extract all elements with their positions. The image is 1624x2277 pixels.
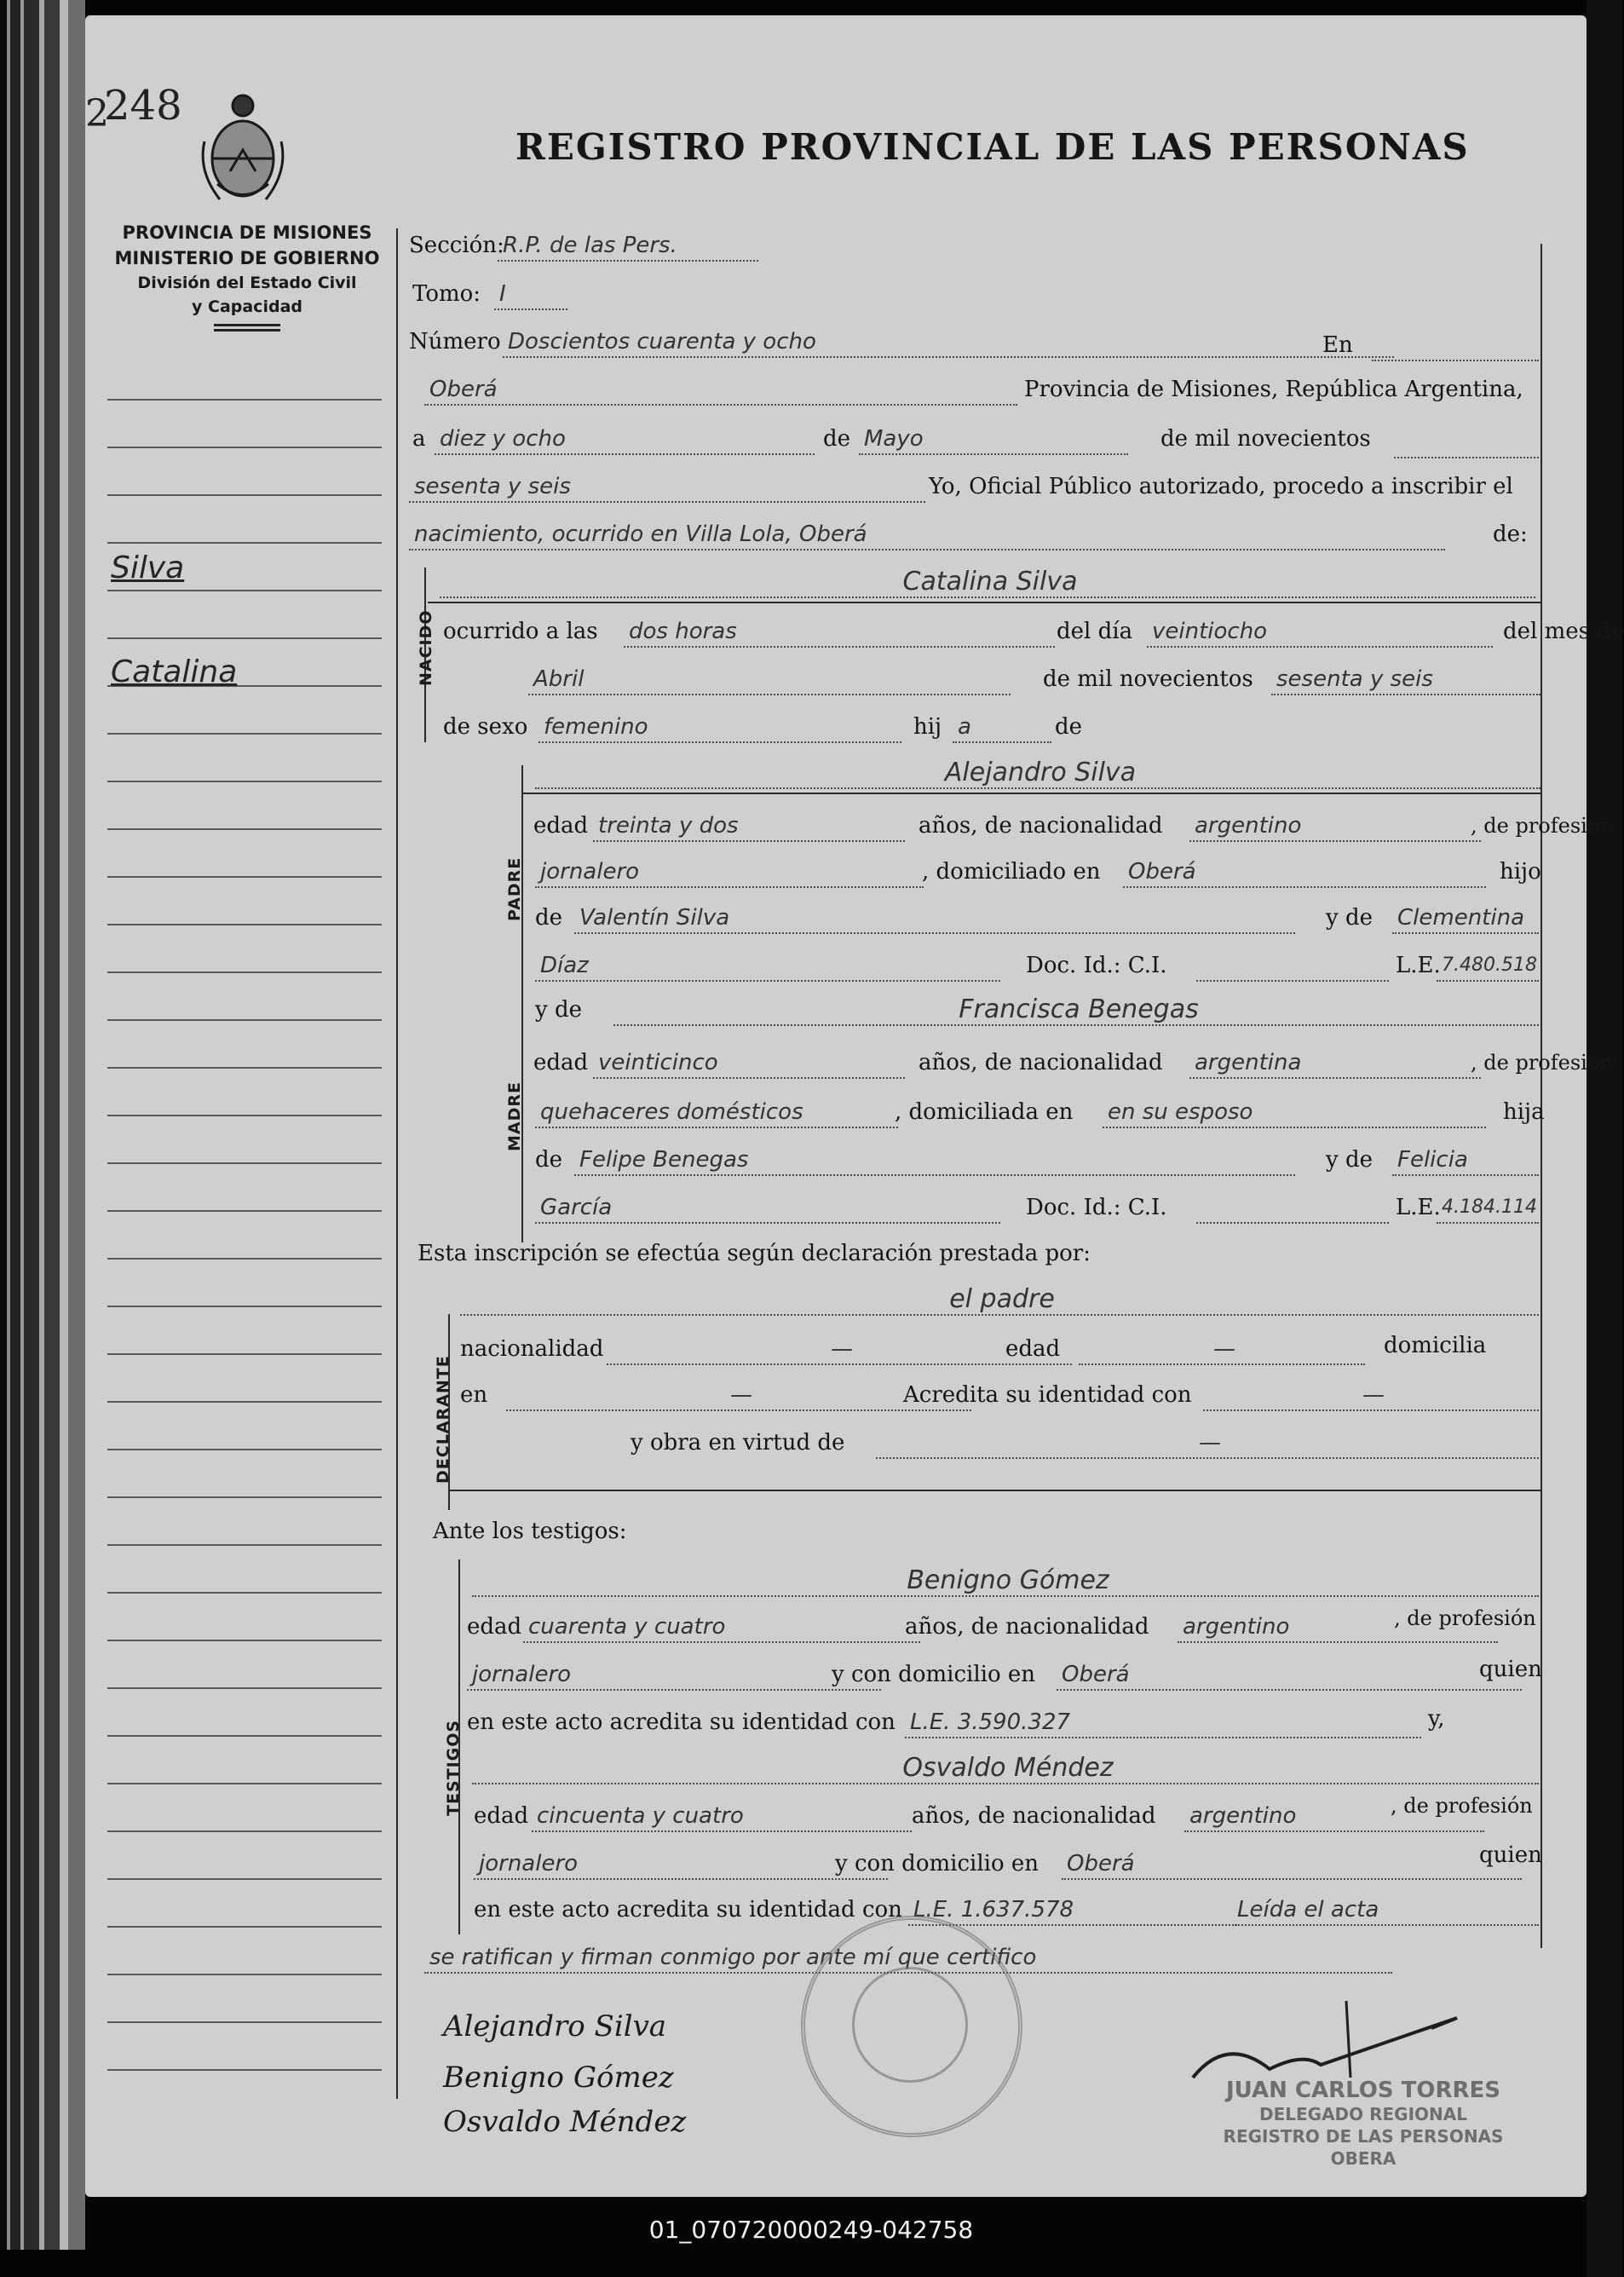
t2-dom-field: Oberá (1062, 1849, 1522, 1880)
decl-acredita-label: Acredita su identidad con (903, 1382, 1192, 1408)
margin-rule (107, 876, 382, 878)
official-city: OBERA (1330, 2148, 1397, 2169)
hij-suffix-field: a (953, 712, 1051, 743)
sexo-field: femenino (538, 712, 901, 743)
padre-madre-ap-field: Díaz (535, 951, 1000, 982)
issuer-line-2: MINISTERIO DE GOBIERNO (114, 248, 380, 268)
page-number: 248 (104, 82, 182, 130)
main-frame-right (1540, 244, 1542, 1948)
decl-edad-field: — (1079, 1334, 1365, 1365)
issuer-line-1: PROVINCIA DE MISIONES (122, 222, 372, 243)
madre-nombre-field: Francisca Benegas (613, 995, 1539, 1026)
signature-witness-1: Benigno Gómez (443, 2061, 674, 2095)
dia-field: diez y ocho (435, 424, 815, 455)
decl-en-label: en (460, 1382, 488, 1408)
madre-edad-field: veinticinco (593, 1048, 905, 1079)
issuer-underline (214, 324, 280, 326)
t1-nac-label: años, de nacionalidad (905, 1614, 1149, 1640)
padre-rule (521, 793, 1540, 794)
t2-prof-field: jornalero (474, 1849, 888, 1880)
padre-le-field: 7.480.518 (1437, 951, 1539, 982)
nacido-side-label: NACIDO (417, 609, 435, 686)
margin-rule (107, 1353, 382, 1355)
coat-of-arms-icon (196, 90, 290, 210)
madre-y-de-label: y de (535, 997, 582, 1023)
margin-rule (107, 1019, 382, 1021)
del-mes-label: del mes de (1503, 619, 1624, 644)
margin-rule (107, 924, 382, 925)
padre-hijo-label: hijo (1500, 859, 1541, 885)
issuer-line-3: División del Estado Civil (137, 274, 357, 292)
book-binding (0, 0, 85, 2250)
acto-field: nacimiento, ocurrido en Villa Lola, Oberá (409, 520, 1445, 551)
padre-y-de-label: y de (1326, 905, 1373, 931)
margin-rule (107, 494, 382, 496)
mes-nac-field: Abril (528, 665, 1011, 695)
official-stamp (1142, 2078, 1585, 2170)
t2-doc-field: L.E. 1.637.578 (908, 1895, 1237, 1926)
margin-rule (107, 1544, 382, 1546)
t1-prof-field: jornalero (467, 1660, 881, 1691)
margin-rule (107, 733, 382, 735)
decl-edad-label: edad (1005, 1336, 1061, 1362)
margin-rule (107, 1258, 382, 1260)
decl-dom-label: domicilia (1384, 1333, 1487, 1358)
madre-ci-field (1196, 1193, 1389, 1224)
margin-rule (107, 2069, 382, 2071)
margin-rule (107, 1067, 382, 1069)
madre-le-label: L.E. (1396, 1195, 1441, 1220)
declarante-rule (448, 1490, 1540, 1491)
padre-madre-field: Clementina (1392, 903, 1539, 934)
padre-padre-field: Valentín Silva (574, 903, 1295, 934)
margin-rule (107, 781, 382, 782)
signature-witness-2: Osvaldo Méndez (443, 2105, 687, 2139)
margin-rule (107, 447, 382, 448)
testigos-label: Ante los testigos: (433, 1519, 627, 1544)
register-page (85, 15, 1624, 2197)
t1-edad-label: edad (467, 1614, 522, 1640)
testigos-side-label: TESTIGOS (444, 1719, 463, 1816)
madre-nac-field: argentina (1189, 1048, 1481, 1079)
de-nacido-label: de (1055, 714, 1083, 740)
t2-quien-label: quien (1479, 1842, 1542, 1868)
t2-nac-label: años, de nacionalidad (912, 1803, 1156, 1829)
main-frame-left (396, 228, 398, 2099)
padre-prof-field: jornalero (535, 857, 924, 888)
anio-a-field (1394, 428, 1539, 458)
margin-rule (107, 2021, 382, 2023)
testigo1-field: Benigno Gómez (472, 1566, 1539, 1597)
t1-quien-label: quien (1479, 1657, 1542, 1682)
t2-tail-field: Leída el acta (1232, 1895, 1539, 1926)
padre-le-label: L.E. (1396, 953, 1441, 978)
registry-seal-icon (801, 1916, 1022, 2137)
margin-surname: Silva (111, 551, 185, 585)
margin-rule (107, 590, 382, 591)
margin-rule (107, 1162, 382, 1164)
madre-madre-ap-field: García (535, 1193, 1000, 1224)
scan-identifier: 01_070720000249-042758 (648, 2216, 974, 2244)
margin-rule (107, 1210, 382, 1212)
t1-doc-field: L.E. 3.590.327 (905, 1708, 1421, 1738)
hij-label: hij (913, 714, 942, 740)
margin-rule (107, 1496, 382, 1498)
ocurrido-label: ocurrido a las (443, 619, 598, 644)
padre-prof-label: , de profesión (1471, 814, 1613, 838)
de-mil2-label: de mil novecientos (1043, 666, 1253, 692)
madre-prof-label: , de profesión (1471, 1051, 1613, 1075)
margin-rule (107, 1592, 382, 1594)
document-title: REGISTRO PROVINCIAL DE LAS PERSONAS (515, 126, 1470, 168)
sexo-label: de sexo (443, 714, 528, 740)
margin-rule (107, 1401, 382, 1403)
cierre-field: se ratifican y firman conmigo por ante mí que certifico (424, 1943, 1392, 1974)
margin-rule (107, 399, 382, 401)
madre-doc-label: Doc. Id.: C.I. (1026, 1195, 1167, 1220)
del-dia-label: del día (1057, 619, 1133, 644)
decl-en-field: — (506, 1381, 971, 1411)
tomo-field: I (494, 280, 567, 310)
mes-field: Mayo (859, 424, 1128, 455)
madre-le-field: 4.184.114 (1437, 1193, 1539, 1224)
t1-prof-label: , de profesión (1394, 1604, 1536, 1633)
madre-dom-label: , domiciliada en (895, 1099, 1074, 1125)
margin-given-name: Catalina (111, 654, 238, 689)
decl-obra-label: y obra en virtud de (631, 1430, 845, 1456)
padre-doc-label: Doc. Id.: C.I. (1026, 953, 1167, 978)
margin-rule (107, 1640, 382, 1641)
padre-dom-label: , domiciliado en (922, 859, 1101, 885)
numero-label: Número (409, 329, 501, 355)
en-label: En (1322, 332, 1353, 358)
numero-field: Doscientos cuarenta y ocho (503, 327, 1394, 358)
margin-rule (107, 971, 382, 973)
margin-rule (107, 1687, 382, 1689)
lugar-field: Oberá (424, 375, 1017, 406)
margin-rule (107, 828, 382, 830)
margin-rule (107, 1115, 382, 1116)
page-number-left: 2 (85, 92, 109, 135)
signature-father: Alejandro Silva (443, 2009, 667, 2044)
nacido-rule (428, 602, 1540, 603)
margin-rule (107, 542, 382, 544)
decl-nac-label: nacionalidad (460, 1336, 604, 1362)
official-name: JUAN CARLOS TORRES (1225, 2078, 1501, 2103)
margin-rule (107, 1974, 382, 1975)
anio-field: sesenta y seis (409, 472, 925, 503)
padre-ci-field (1196, 951, 1389, 982)
padre-edad-field: treinta y dos (593, 811, 905, 842)
madre-y-de2-label: y de (1326, 1147, 1373, 1173)
seccion-label: Sección: (409, 233, 504, 258)
madre-de-label: de (535, 1147, 563, 1173)
decl-acredita-field: — (1203, 1381, 1539, 1411)
margin-rule (107, 1306, 382, 1307)
margin-rule (107, 637, 382, 639)
nombre-nacido-field: Catalina Silva (440, 568, 1535, 598)
declarante-side-label: DECLARANTE (434, 1355, 452, 1484)
de-colon-label: de: (1493, 522, 1528, 547)
provincia-label: Provincia de Misiones, República Argentina, (1024, 377, 1523, 402)
margin-rule (107, 1449, 382, 1450)
padre-edad-label: edad (533, 813, 589, 839)
margin-rule (107, 1783, 382, 1784)
margin-rule (107, 1830, 382, 1832)
t2-nac-field: argentino (1184, 1801, 1484, 1832)
margin-rule (107, 1926, 382, 1928)
madre-madre-field: Felicia (1392, 1145, 1539, 1176)
de-label: de (823, 426, 851, 452)
margin-rule (107, 1878, 382, 1880)
t2-dom-label: y con domicilio en (835, 1851, 1039, 1876)
a-label: a (412, 426, 426, 452)
t1-y-label: y, (1428, 1706, 1445, 1732)
t2-acto-label: en este acto acredita su identidad con (474, 1897, 902, 1922)
t1-acto-label: en este acto acredita su identidad con (467, 1709, 896, 1735)
madre-hija-label: hija (1503, 1099, 1545, 1125)
seccion-field: R.P. de las Pers. (498, 231, 758, 262)
padre-nombre-field: Alejandro Silva (535, 758, 1540, 789)
anio-nac-field: sesenta y seis (1271, 665, 1540, 695)
t2-prof-label: , de profesión (1391, 1791, 1533, 1820)
madre-padre-field: Felipe Benegas (574, 1145, 1295, 1176)
en-field (1372, 331, 1539, 361)
madre-edad-label: edad (533, 1050, 589, 1075)
t2-edad-label: edad (474, 1803, 529, 1829)
official-office: REGISTRO DE LAS PERSONAS (1223, 2126, 1504, 2147)
testigo2-field: Osvaldo Méndez (472, 1754, 1539, 1784)
t1-dom-label: y con domicilio en (832, 1662, 1036, 1687)
t1-nac-field: argentino (1178, 1612, 1498, 1643)
decl-obra-field: — (876, 1428, 1539, 1459)
issuer-block (102, 220, 392, 326)
page-edge (1587, 0, 1622, 2277)
inscripcion-label: Esta inscripción se efectúa según declaración prestada por: (418, 1241, 1091, 1266)
issuer-line-4: y Capacidad (192, 297, 302, 316)
t2-edad-field: cincuenta y cuatro (532, 1801, 912, 1832)
hora-field: dos horas (624, 617, 1055, 648)
t1-edad-field: cuarenta y cuatro (523, 1612, 920, 1643)
madre-side-label: MADRE (505, 1081, 524, 1151)
madre-dom-field: en su esposo (1103, 1098, 1486, 1128)
decl-nac-field: — (607, 1334, 1072, 1365)
padre-nac-field: argentino (1189, 811, 1481, 842)
de-mil-label: de mil novecientos (1160, 426, 1371, 452)
official-role: DELEGADO REGIONAL (1258, 2104, 1467, 2124)
margin-rule (107, 1735, 382, 1737)
padre-de-label: de (535, 905, 563, 931)
padre-side-label: PADRE (505, 856, 524, 921)
padre-dom-field: Oberá (1123, 857, 1486, 888)
madre-prof-field: quehaceres domésticos (535, 1098, 898, 1128)
yo-oficial-label: Yo, Oficial Público autorizado, procedo a inscribir el (929, 474, 1513, 499)
dia-nac-field: veintiocho (1147, 617, 1493, 648)
tomo-label: Tomo: (412, 281, 481, 307)
declarante-field: el padre (460, 1285, 1539, 1316)
t1-dom-field: Oberá (1057, 1660, 1522, 1691)
madre-nac-label: años, de nacionalidad (919, 1050, 1163, 1075)
padre-nac-label: años, de nacionalidad (919, 813, 1163, 839)
